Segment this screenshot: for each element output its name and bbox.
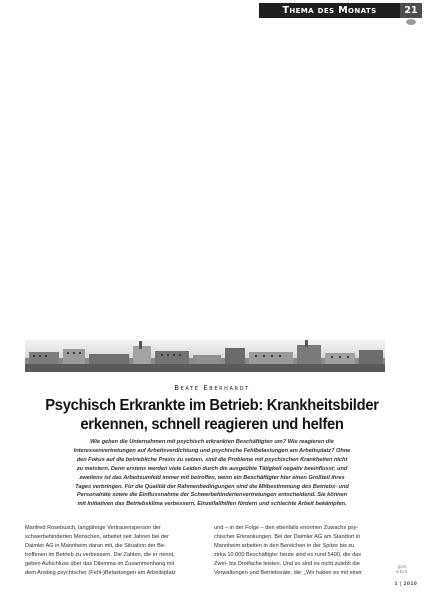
body-line: Daimler AG in Mannheim daran mit, die Situation der Be-: [25, 542, 166, 549]
intro-line: zu meistern. Denn erstens werden viele Leiden durch die ausgeübte Tätigkeit negativ beeinflusst; und: [76, 465, 348, 472]
factory-skyline-drawing: [25, 340, 385, 372]
body-line: troffenen im Betrieb zu verbessern. Die Zahlen, die er nennt,: [25, 551, 175, 558]
article-intro: [41, 438, 383, 509]
article-title: [28, 396, 397, 434]
intro-line: zweitens ist das Arbeitsumfeld immer mit betroffen, wenn ein Beschäftigter hier einen Großteil ihres: [79, 474, 345, 481]
section-title: Thema des Monats: [282, 5, 377, 16]
article-title-line: Psychisch Erkrankte im Betrieb: Krankheitsbilder: [45, 397, 379, 414]
body-line: Verwaltungen und Betriebsräte, die: „Wir haben es mit einer: [214, 569, 363, 576]
body-line: Mannheim arbeiten in den Bereichen in der Spitze bis zu: [214, 542, 355, 549]
article-title-line: erkennen, schnell reagieren und helfen: [80, 416, 344, 433]
body-line: chischer Erkrankungen. Bei der Daimler AG am Standort in: [214, 533, 361, 540]
body-line: dem Anstieg psychischer (Fehl-)Belastungen am Arbeitsplatz: [25, 569, 176, 576]
intro-line: Personalräte sowie die Einflussnahme der Schwerbehindertenvertretungen entscheidend. Sie können: [76, 492, 348, 499]
intro-line: Tages verbringen. Für die Qualität der Rahmenbedingungen sind die Mitbestimmung des Betriebs- und: [75, 483, 349, 490]
body-column-left: [25, 524, 193, 577]
body-line: Zwei- bis Dreifache leisten. Und so sind es nicht zuletzt die: [214, 560, 360, 567]
intro-line: den Fokus auf die betriebliche Praxis zu setzen, sind die Probleme mit psychischen Krankheiten nicht: [76, 456, 348, 463]
section-header: [259, 3, 400, 18]
article-author: Beate Eberhardt: [174, 384, 250, 392]
page-number-decoration: [406, 19, 416, 25]
issue-number: 1 | 2010: [394, 582, 417, 587]
page-number: 21: [400, 3, 422, 18]
intro-line: Interessenvertretungen auf Arbeitsverdichtung und psychische Fehlbelastungen am Arbeitsplatz? Ohne: [73, 447, 351, 454]
body-line: Manfred Rosebusch, langjährige Vertrauensperson der: [25, 525, 161, 531]
body-line: und – in der Folge – den ebenfalls enormen Zuwachs psy-: [214, 525, 359, 531]
publication-logo: gute arbeit.: [395, 564, 409, 574]
body-column-right: [214, 524, 384, 577]
body-line: schwerbehinderten Menschen, arbeitet seit Jahren bei der: [25, 533, 169, 540]
body-line: geben Aufschluss über das Dilemma im Zusammenhang mit: [25, 560, 175, 567]
factory-panorama-image: [25, 340, 385, 372]
intro-line: Wie gehen die Unternehmen mit psychisch erkrankten Beschäftigten um? Wie reagieren die: [90, 439, 334, 445]
body-line: zirka 10 000 Beschäftigte: heute sind es rund 5400, die das: [214, 551, 362, 558]
intro-line: mit Initiativen das Betriebsklima verbessern, Einzelfallhilfen fördern und schlechte Arbeit bekämpfen.: [77, 501, 347, 508]
